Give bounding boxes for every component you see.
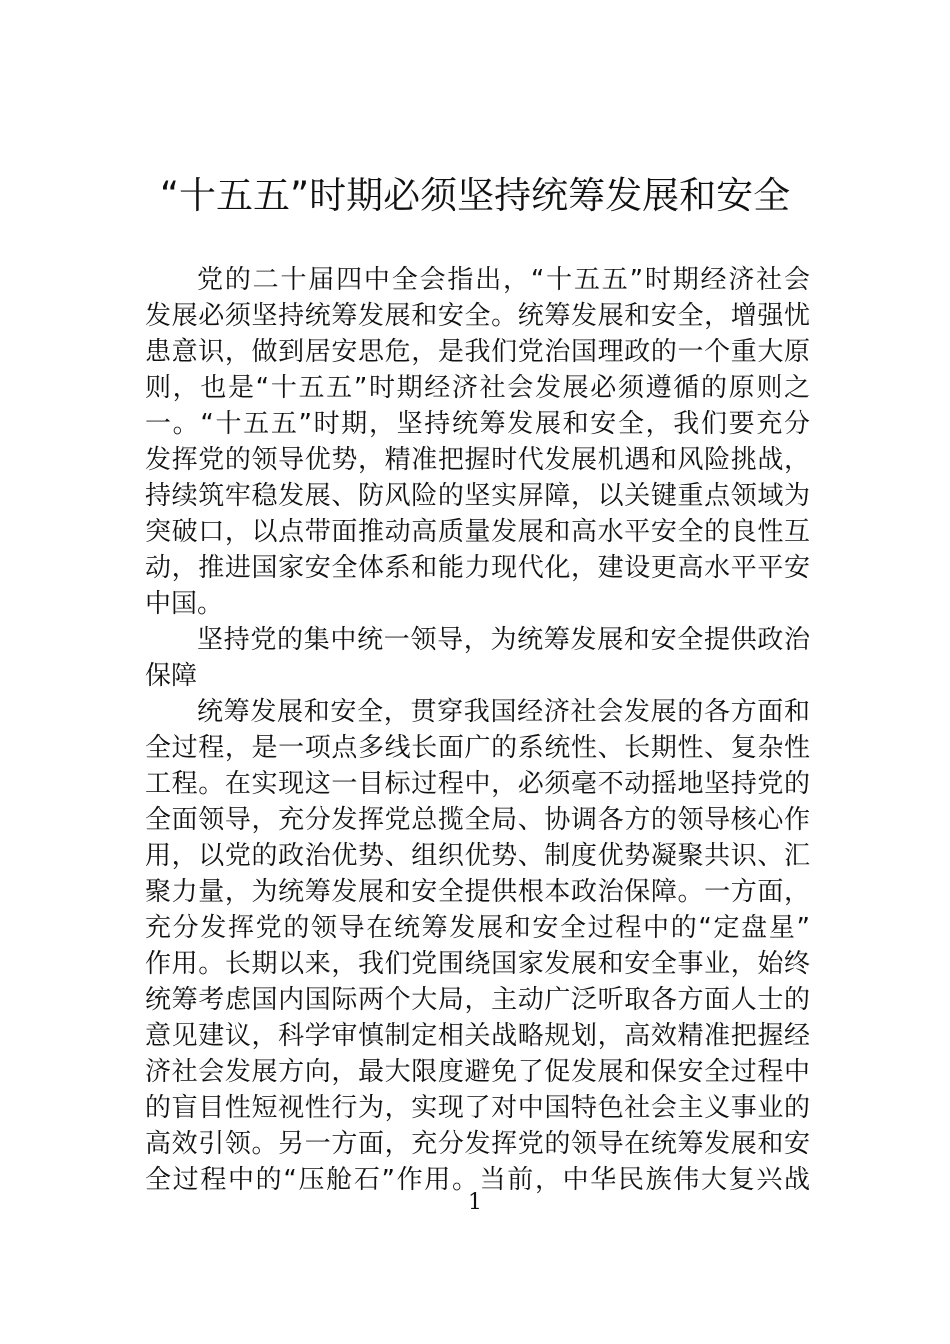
text-line: 用，以党的政治优势、组织优势、制度优势凝聚共识、汇 — [145, 841, 810, 871]
text-line: 意见建议，科学审慎制定相关战略规划，高效精准把握经 — [145, 1021, 810, 1051]
text-line: 聚力量，为统筹发展和安全提供根本政治保障。一方面， — [145, 877, 810, 907]
text-line: 则，也是“十五五”时期经济社会发展必须遵循的原则之 — [145, 373, 810, 403]
paragraph — [145, 694, 810, 1198]
page-number: 1 — [468, 1190, 482, 1215]
text-line: 统筹考虑国内国际两个大局，主动广泛听取各方面人士的 — [145, 985, 810, 1015]
text-line: 发展必须坚持统筹发展和安全。统筹发展和安全，增强忧 — [145, 301, 810, 331]
text-line: 全过程中的“压舱石”作用。当前，中华民族伟大复兴战 — [145, 1165, 810, 1195]
text-line: 高效引领。另一方面，充分发挥党的领导在统筹发展和安 — [145, 1129, 810, 1159]
text-line: 持续筑牢稳发展、防风险的坚实屏障，以关键重点领域为 — [145, 481, 810, 511]
text-line: 充分发挥党的领导在统筹发展和安全过程中的“定盘星” — [145, 913, 810, 943]
text-line: 突破口，以点带面推动高质量发展和高水平安全的良性互 — [145, 517, 810, 547]
text-line: 中国。 — [145, 589, 224, 619]
text-line: 全面领导，充分发挥党总揽全局、协调各方的领导核心作 — [145, 805, 810, 835]
text-line: 保障 — [145, 661, 198, 691]
paragraph — [145, 262, 810, 622]
text-line: 的盲目性短视性行为，实现了对中国特色社会主义事业的 — [145, 1093, 810, 1123]
text-line: 作用。长期以来，我们党围绕国家发展和安全事业，始终 — [145, 949, 810, 979]
text-line: 工程。在实现这一目标过程中，必须毫不动摇地坚持党的 — [145, 769, 810, 799]
document-body — [145, 262, 810, 1198]
text-line: 患意识，做到居安思危，是我们党治国理政的一个重大原 — [145, 337, 810, 367]
text-line: 动，推进国家安全体系和能力现代化，建设更高水平平安 — [145, 553, 810, 583]
text-line: 统筹发展和安全，贯穿我国经济社会发展的各方面和 — [197, 697, 810, 727]
text-line: 一。“十五五”时期，坚持统筹发展和安全，我们要充分 — [145, 409, 810, 439]
text-line: 济社会发展方向，最大限度避免了促发展和保安全过程中 — [145, 1057, 810, 1087]
text-line: 发挥党的领导优势，精准把握时代发展机遇和风险挑战， — [145, 445, 810, 475]
text-line: 坚持党的集中统一领导，为统筹发展和安全提供政治 — [197, 625, 810, 655]
document-title: “十五五”时期必须坚持统筹发展和安全 — [159, 174, 791, 217]
text-line: 党的二十届四中全会指出，“十五五”时期经济社会 — [197, 265, 810, 295]
text-line: 全过程，是一项点多线长面广的系统性、长期性、复杂性 — [145, 733, 810, 763]
section-heading — [145, 622, 810, 694]
